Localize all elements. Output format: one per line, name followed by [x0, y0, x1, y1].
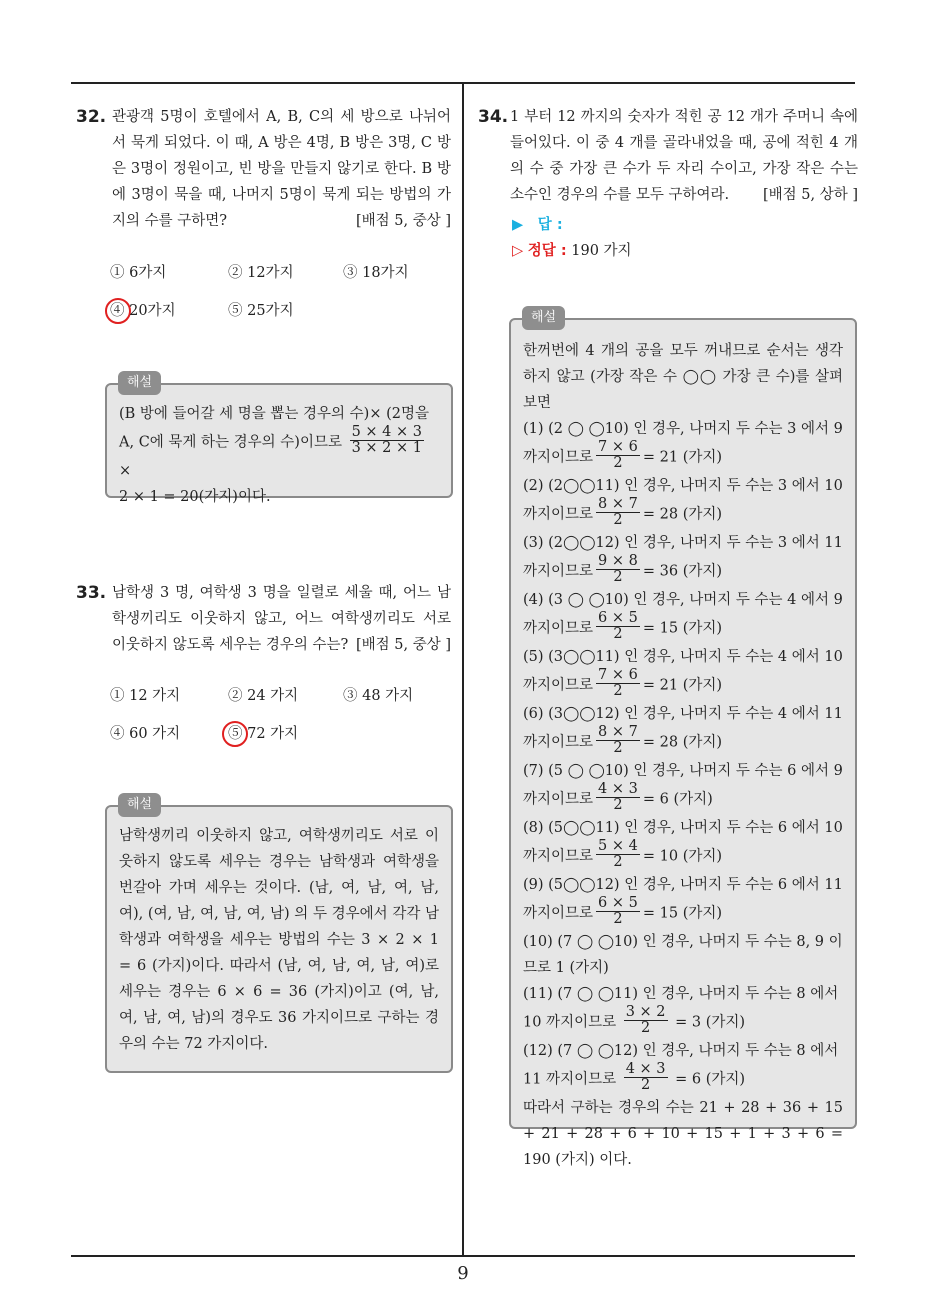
- solution-tag: 해설: [118, 371, 161, 395]
- choice-3[interactable]: ③ 48 가지: [343, 688, 414, 704]
- correct-marker-icon: ▷: [512, 243, 524, 259]
- fraction: $\frac{5 \times 4}{2}$: [598, 838, 638, 870]
- case-result: 까지이므로 $\frac{6 \times 5}{2}$ = 15 (가지): [523, 895, 723, 927]
- choice-1[interactable]: ① 12 가지: [110, 688, 181, 704]
- fraction: $\frac{5 \times 4 \times 3}{3 \times 2 \times 1}$: [351, 424, 422, 456]
- case-result: 까지이므로 $\frac{5 \times 4}{2}$ = 10 (가지): [523, 838, 723, 870]
- q32-choices: [110, 260, 450, 338]
- case-result: 까지이므로 $\frac{8 \times 7}{2}$ = 28 (가지): [523, 724, 723, 756]
- question-meta: [배점 5, 중상 ]: [355, 213, 451, 229]
- page-number: 9: [457, 1263, 469, 1284]
- case-head: (1) (2 ◯ ◯10) 인 경우, 나머지 두 수는 3 에서 9: [523, 421, 843, 437]
- case-head: (5) (3◯◯11) 인 경우, 나머지 두 수는 4 에서 10: [523, 649, 843, 665]
- question-text: 1 부터 12 까지의 숫자가 적힌 공 12 개가 주머니 속에 들어있다. 이 중 4 개를 골라내었을 때, 공에 적힌 4 개의 수 중 가장 큰 수가 두 자리 수이고, 가장 작은 수는 소수인 경우의 수를 모두 구하여라. [배점 5, 상하 ]: [510, 104, 858, 208]
- solution-tag: 해설: [118, 793, 161, 817]
- case-head: (6) (3◯◯12) 인 경우, 나머지 두 수는 4 에서 11: [523, 706, 843, 722]
- fraction: $\frac{3 \times 2}{2}$: [625, 1004, 666, 1036]
- case-head: (3) (2◯◯12) 인 경우, 나머지 두 수는 3 에서 11: [523, 535, 843, 551]
- case-head: (4) (3 ◯ ◯10) 인 경우, 나머지 두 수는 4 에서 9: [523, 592, 843, 608]
- case-result: 까지이므로 $\frac{4 \times 3}{2}$ = 6 (가지): [523, 781, 713, 813]
- fraction: $\frac{6 \times 5}{2}$: [598, 610, 638, 642]
- solution-box-33: 남학생끼리 이웃하지 않고, 여학생끼리도 서로 이웃하지 않도록 세우는 경우는 남학생과 여학생을 번갈아 가며 세우는 것이다. (남, 여, 남, 여, 남, 여), (여, 남, 여, 남, 여, 남) 의 두 경우에서 각각 남학생과 여학생을 세우는 방법의 수는 3 × 2 × 1 = 6 (가지)이다. 따라서 (남, 여, 남, 여, 남, 여)로 세우는 경우는 6 × 6 = 36 (가지)이고 (여, 남, 여, 남, 여, 남)의 경우도 36 가지이므로 구하는 경우의 수는 72 가지이다.: [105, 805, 453, 1073]
- case-head: (2) (2◯◯11) 인 경우, 나머지 두 수는 3 에서 10: [523, 478, 843, 494]
- correct-label: 정답 :: [527, 243, 567, 259]
- case-result: 까지이므로 $\frac{6 \times 5}{2}$ = 15 (가지): [523, 610, 723, 642]
- fraction: $\frac{4 \times 3}{2}$: [598, 781, 638, 813]
- question-34: [478, 104, 858, 208]
- question-number: 33.: [76, 583, 107, 603]
- choice-4[interactable]: ④ 20가지: [110, 303, 176, 319]
- choice-5[interactable]: ⑤ 25가지: [228, 303, 294, 319]
- case-list: [523, 416, 843, 929]
- fraction: $\frac{7 \times 6}{2}$: [598, 667, 638, 699]
- fraction: $\frac{6 \times 5}{2}$: [598, 895, 638, 927]
- fraction: $\frac{4 \times 3}{2}$: [625, 1061, 666, 1093]
- solution-tag: 해설: [522, 306, 565, 330]
- column-divider: [462, 84, 464, 1256]
- question-number: 34.: [478, 107, 509, 127]
- choice-2[interactable]: ② 12가지: [228, 265, 294, 281]
- case-head: (8) (5◯◯11) 인 경우, 나머지 두 수는 6 에서 10: [523, 820, 843, 836]
- solution-box-34: 한꺼번에 4 개의 공을 모두 꺼내므로 순서는 생각하지 않고 (가장 작은 수 ◯◯ 가장 큰 수)를 살펴보면 (1) (2 ◯ ◯10) 인 경우, 나머지 두 수는 3 에서 9 까지이므로 $\frac{7 \times 6}{2}$ = 21 (가지) (2) (2◯◯11) 인 경우, 나머지 두 수는 3 에서 10 까지이므로 $\frac{8 \times 7}{2}$ = 28 (가지) (3) (2◯◯12) 인 경우, 나머지 두 수는 3 에서 11 까지이므로 $\frac{9 \times 8}{2}$ = 36 (가지) (4) (3 ◯ ◯10) 인 경우, 나머지 두 수는 4 에서 9 까지이므로 $\frac{6 \times 5}{2}$ = 15 (가지) (5) (3◯◯11) 인 경우, 나머지 두 수는 4 에서 10 까지이므로 $\frac{7 \times 6}{2}$ = 21 (가지) (6) (3◯◯12) 인 경우, 나머지 두 수는 4 에서 11 까지이므로 $\frac{8 \times 7}{2}$ = 28 (가지) (7) (5 ◯ ◯10) 인 경우, 나머지 두 수는 6 에서 9 까지이므로 $\frac{4 \times 3}{2}$ = 6 (가지) (8) (5◯◯11) 인 경우, 나머지 두 수는 6 에서 10 까지이므로 $\frac{5 \times 4}{2}$ = 10 (가지) (9) (5◯◯12) 인 경우, 나머지 두 수는 6 에서 11 까지이므로 $\frac{6 \times 5}{2}$ = 15 (가지) (10) (7 ◯ ◯10) 인 경우, 나머지 두 수는 8, 9 이 므로 1 (가지) (11) (7 ◯ ◯11) 인 경우, 나머지 두 수는 8 에서 10 까지이므로 $\frac{3 \times 2}{2}$ = 3 (가지) (12) (7 ◯ ◯12) 인 경우, 나머지 두 수는 8 에서 11 까지이므로 $\frac{4 \times 3}{2}$ = 6 (가지) 따라서 구하는 경우의 수는 21 + 28 + 36 + 15 + 21 + 28 + 6 + 10 + 15 + 1 + 3 + 6 = 190 (가지) 이다.: [509, 318, 857, 1129]
- choice-5[interactable]: ⑤ 72 가지: [228, 726, 299, 742]
- case-result: 까지이므로 $\frac{7 \times 6}{2}$ = 21 (가지): [523, 667, 723, 699]
- question-32: [76, 104, 451, 234]
- question-text: 남학생 3 명, 여학생 3 명을 일렬로 세울 때, 어느 남학생끼리도 이웃하지 않고, 어느 여학생끼리도 서로 이웃하지 않도록 세우는 경우의 수는? [배점 5, 중상 ]: [112, 580, 451, 658]
- solution-intro: 한꺼번에 4 개의 공을 모두 꺼내므로 순서는 생각하지 않고 (가장 작은 수 ◯◯ 가장 큰 수)를 살펴보면: [523, 343, 843, 411]
- choice-1[interactable]: ① 6가지: [110, 265, 167, 281]
- choice-2[interactable]: ② 24 가지: [228, 688, 299, 704]
- case-result: 까지이므로 $\frac{9 \times 8}{2}$ = 36 (가지): [523, 553, 723, 585]
- answer-label: 답 :: [537, 217, 563, 233]
- answer-area: [512, 212, 852, 264]
- bottom-rule: [71, 1255, 855, 1257]
- case-head: (7) (5 ◯ ◯10) 인 경우, 나머지 두 수는 6 에서 9: [523, 763, 843, 779]
- solution-conclusion: 따라서 구하는 경우의 수는 21 + 28 + 36 + 15 + 21 + 28 + 6 + 10 + 15 + 1 + 3 + 6 = 190 (가지) 이다.: [523, 1100, 843, 1168]
- fraction: $\frac{9 \times 8}{2}$: [598, 553, 638, 585]
- fraction: $\frac{8 \times 7}{2}$: [598, 496, 638, 528]
- answer-marker-icon: ▶: [512, 217, 524, 233]
- q33-choices: [110, 683, 450, 761]
- question-33: [76, 580, 451, 658]
- choice-3[interactable]: ③ 18가지: [343, 265, 409, 281]
- case-head: (9) (5◯◯12) 인 경우, 나머지 두 수는 6 에서 11: [523, 877, 843, 893]
- fraction: $\frac{7 \times 6}{2}$: [598, 439, 638, 471]
- question-meta: [배점 5, 중상 ]: [355, 637, 451, 653]
- fraction: $\frac{8 \times 7}{2}$: [598, 724, 638, 756]
- choice-4[interactable]: ④ 60 가지: [110, 726, 181, 742]
- question-number: 32.: [76, 107, 107, 127]
- case-result: 까지이므로 $\frac{8 \times 7}{2}$ = 28 (가지): [523, 496, 723, 528]
- question-text: 관광객 5명이 호텔에서 A, B, C의 세 방으로 나뉘어서 묵게 되었다. 이 때, A 방은 4명, B 방은 3명, C 방은 3명이 정원이고, 빈 방을 만들지 않기로 한다. B 방에 3명이 묵을 때, 나머지 5명이 묵게 되는 방법의 가지의 수를 구하면? [배점 5, 중상 ]: [112, 104, 451, 234]
- correct-value: 190 가지: [571, 243, 632, 259]
- case-result: 까지이므로 $\frac{7 \times 6}{2}$ = 21 (가지): [523, 439, 723, 471]
- solution-box-32: (B 방에 들어갈 세 명을 뽑는 경우의 수)× (2명을 A, C에 묵게 하는 경우의 수)이므로 $\frac{5 \times 4 \times 3}{3 \times 2 \times 1}$ × 2 × 1 = 20(가지)이다.: [105, 383, 453, 498]
- question-meta: [배점 5, 상하 ]: [762, 187, 858, 203]
